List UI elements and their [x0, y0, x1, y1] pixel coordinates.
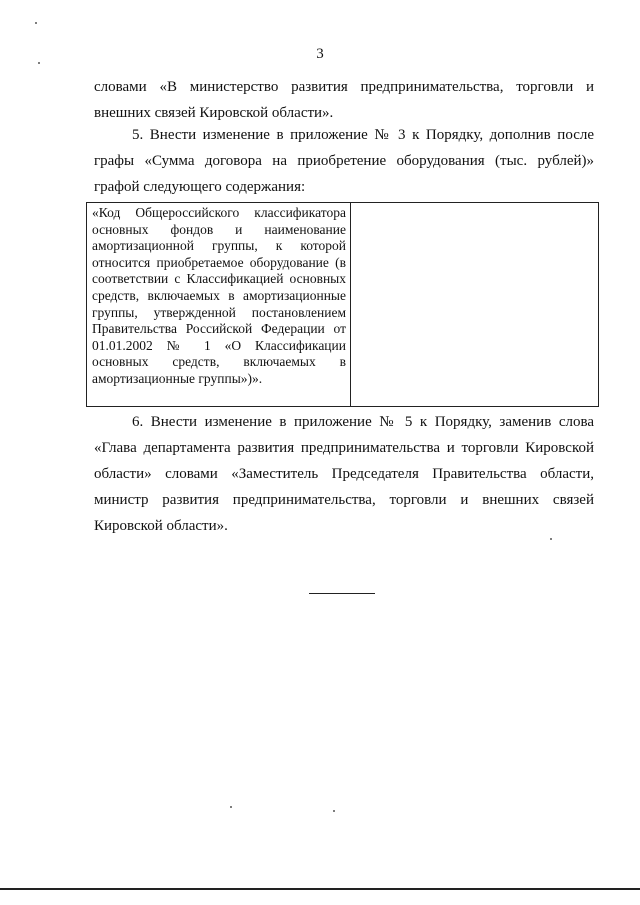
- paragraph-item-6: 6. Внести изменение в приложение № 5 к Порядку, заменив слова «Глава департамента развития предпринимательства и торговли Кировской области» словами «Заместитель Председателя Правительства области, министр развития предпринимательства, торговли и внешних связей Кировской области».: [94, 414, 594, 534]
- inserted-column-table: [86, 202, 599, 407]
- table-row: [87, 203, 599, 407]
- scan-speck: [38, 62, 40, 64]
- end-separator-line: [309, 593, 375, 594]
- scan-speck: [230, 806, 232, 808]
- table-cell-empty: [351, 203, 599, 407]
- page-number: 3: [316, 46, 324, 62]
- paragraph-continuation: словами «В министерство развития предпринимательства, торговли и внешних связей Кировской области».: [94, 79, 594, 121]
- scan-speck: [333, 810, 335, 812]
- scan-speck: [35, 22, 37, 24]
- scan-speck: [550, 538, 552, 540]
- table-cell-column-description: «Код Общероссийского классификатора основных фондов и наименование амортизационной группы, к которой относится приобретаемое оборудование (в соответствии с Классификацией основных средств, включаемых в амортизационные группы, утвержденной постановлением Правительства Российской Федерации от 01.01.2002 № 1 «О Классификации основных средств, включаемых в амортизационные группы»)».: [87, 203, 351, 407]
- bottom-page-rule: [0, 888, 640, 890]
- paragraph-item-5: 5. Внести изменение в приложение № 3 к Порядку, дополнив после графы «Сумма договора на приобретение оборудования (тыс. рублей)» графой следующего содержания:: [94, 127, 594, 195]
